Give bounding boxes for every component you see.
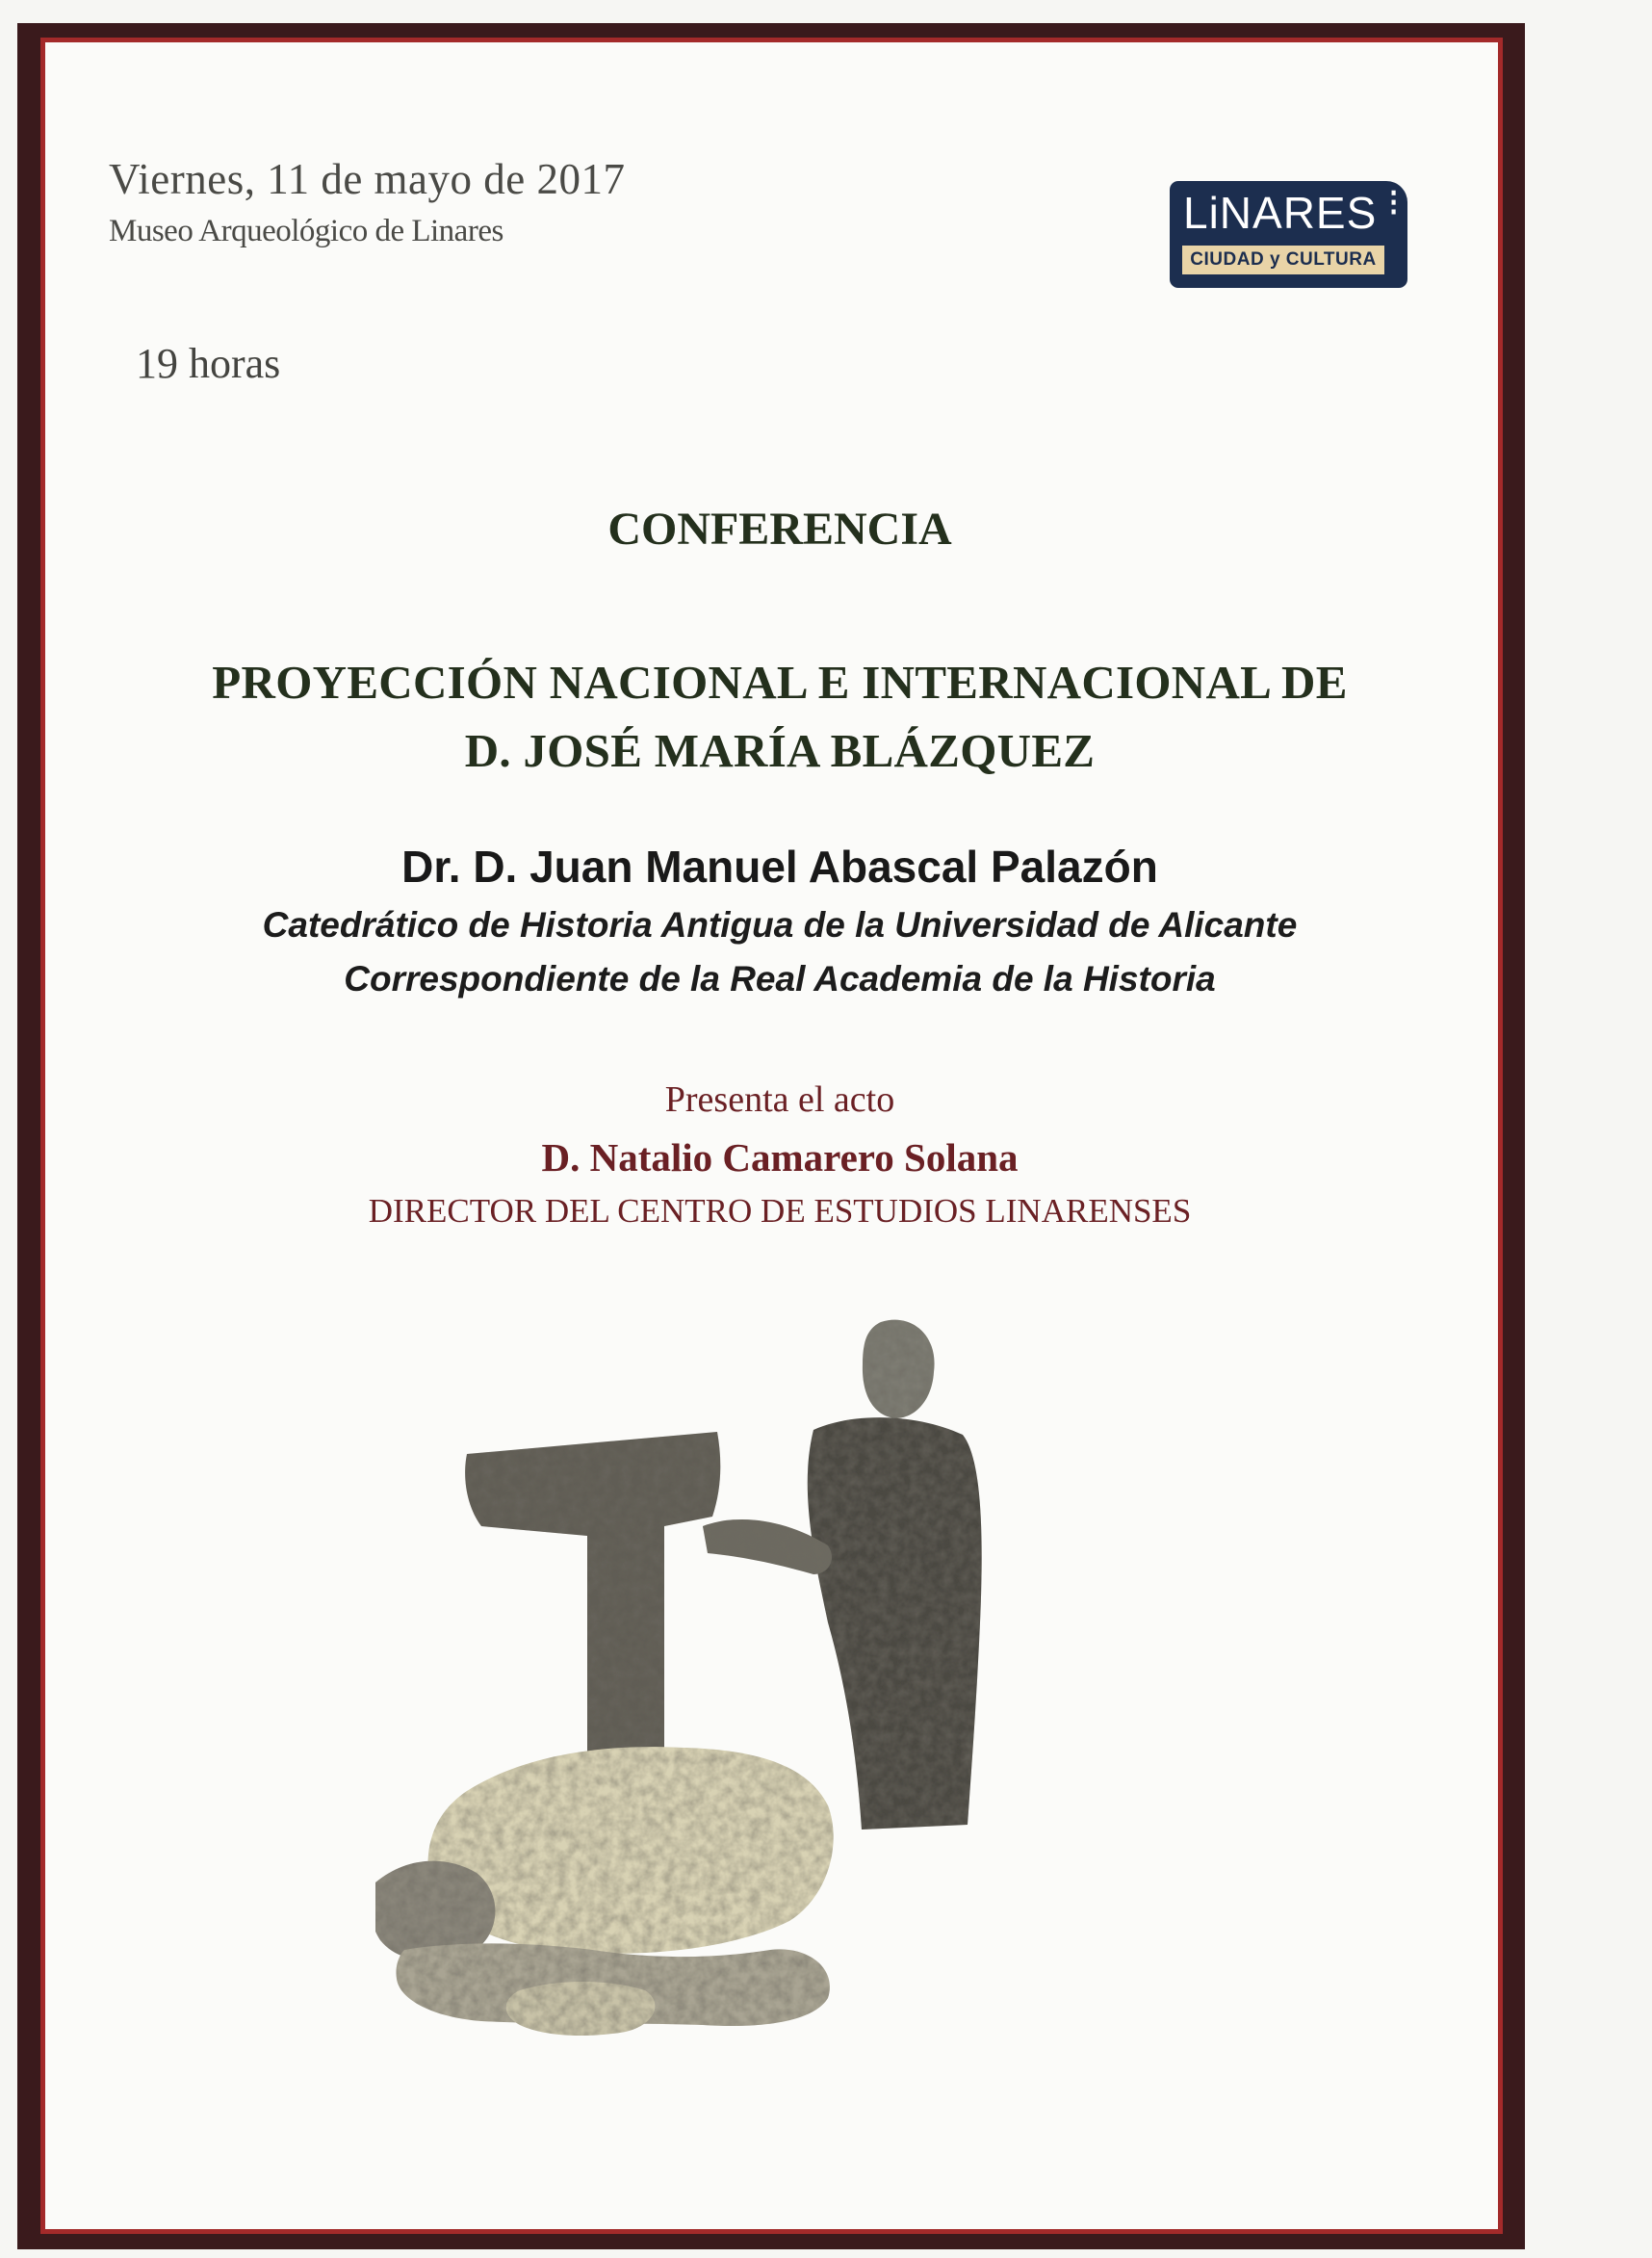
event-date: Viernes, 11 de mayo de 2017 [109, 155, 626, 203]
presenter-name: D. Natalio Camarero Solana [541, 1135, 1019, 1180]
presenter-role: DIRECTOR DEL CENTRO DE ESTUDIOS LINARENSES [368, 1192, 1192, 1230]
logo-mark-icon: ⁝ [1387, 182, 1400, 224]
event-time: 19 horas [136, 340, 281, 387]
logo-name: LiNARES [1183, 188, 1378, 238]
speaker-name: Dr. D. Juan Manuel Abascal Palazón [401, 842, 1158, 892]
figure-group [375, 1320, 982, 2036]
conference-heading: CONFERENCIA [607, 504, 952, 555]
speaker-sculpture-illustration [375, 1305, 1020, 2046]
logo-tagline: CIUDAD y CULTURA [1182, 246, 1384, 274]
conference-title-line-2: D. JOSÉ MARÍA BLÁZQUEZ [464, 724, 1096, 777]
linares-logo [1170, 181, 1407, 288]
conference-title-line-1: PROYECCIÓN NACIONAL E INTERNACIONAL DE [212, 656, 1348, 709]
speaker-role-line-1: Catedrático de Historia Antigua de la Universidad de Alicante [262, 905, 1298, 945]
event-venue: Museo Arqueológico de Linares [109, 214, 503, 248]
speaker-role-line-2: Correspondiente de la Real Academia de la Historia [344, 959, 1216, 999]
presenter-intro: Presenta el acto [664, 1079, 895, 1120]
